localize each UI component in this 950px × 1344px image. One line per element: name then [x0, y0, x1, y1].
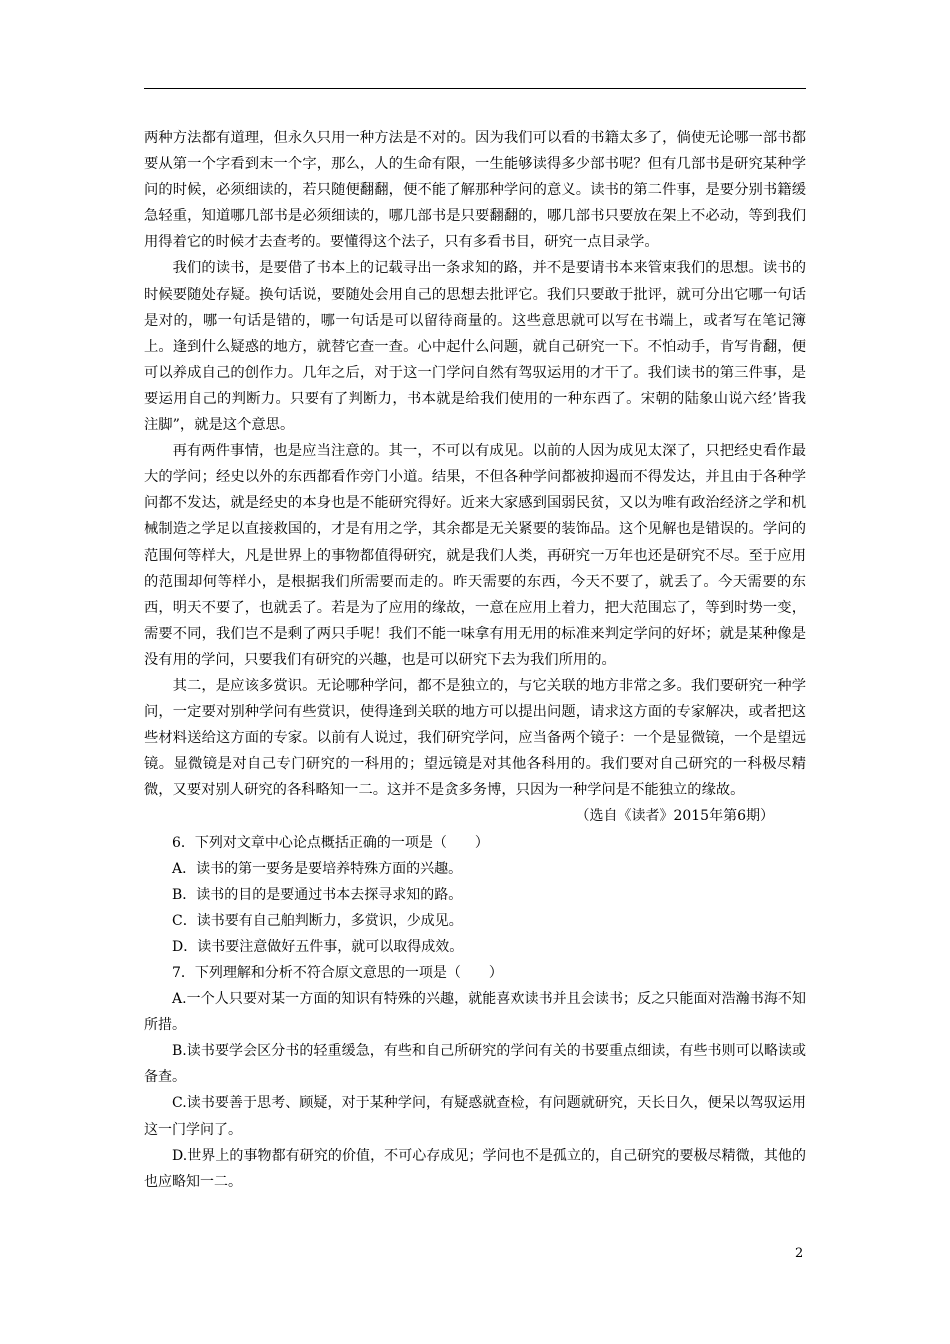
paragraph-4: 其二，是应该多赏识。无论哪种学问，都不是独立的，与它关联的地方非常之多。我们要研究一种学问，一定要对别种学问有些赏识，使得逢到关联的地方可以提出问题，请求这方面的专家解决，或者把这些材料送给这方面的专家。以前有人说过，我们研究学问，应当备两个镜子：一个是显微镜，一个是望远镜。显微镜是对自己专门研究的一科用的；望远镜是对其他各科用的。我们要对自己研究的一科极尽精微，又要对别人研究的各科略知一二。这并不是贪多务博，只因为一种学问是不能独立的缘故。	[144, 677, 806, 799]
question-6-option-d: D．读书要注意做好五件事，就可以取得成效。	[172, 938, 464, 955]
question-7-stem: 7．下列理解和分析不符合原文意思的一项是（ ）	[172, 965, 503, 981]
question-6-option-a: A．读书的第一要务是要培养特殊方面的兴趣。	[172, 860, 463, 877]
page-number: 2	[795, 1246, 804, 1261]
question-7-option-d: D.世界上的事物都有研究的价值，不可心存成见；学问也不是孤立的，自己研究的要极尽精微，其他的也应略知一二。	[144, 1147, 806, 1190]
question-7-option-b: B.读书要学会区分书的轻重缓急，有些和自己所研究的学问有关的书要重点细读，有些书则可以略读或备查。	[144, 1043, 806, 1086]
question-6-stem: 6．下列对文章中心论点概括正确的一项是（ ）	[172, 834, 489, 851]
question-6	[144, 830, 806, 960]
article-body	[144, 125, 806, 1195]
question-6-option-c: C．读书要有自己舶判断力，多赏识，少成见。	[172, 912, 463, 929]
question-7	[144, 960, 806, 1195]
question-7-option-c: C.读书要善于思考、顾疑，对于某种学问，有疑惑就查检，有问题就研究，天长日久，便呆以驾驭运用这一门学问了。	[144, 1095, 806, 1138]
header-rule	[144, 88, 806, 89]
paragraph-3: 再有两件事情，也是应当注意的。其一，不可以有成见。以前的人因为成见太深了，只把经史看作最大的学问；经史以外的东西都看作旁门小道。结果，不但各种学问都被抑遏而不得发达，并且由于各种学问都不发达，就是经史的本身也是不能研究得好。近来大家感到国弱民贫，又以为唯有政治经济之学和机械制造之学足以直接救国的，才是有用之学，其余都是无关紧要的装饰品。这个见解也是错误的。学问的范围何等样大，凡是世界上的事物都值得研究，就是我们人类，再研究一万年也还是研究不尽。至于应用的范围却何等样小，是根据我们所需要而走的。昨天需要的东西，今天不要了，就丢了。今天需要的东西，明天不要了，也就丢了。若是为了应用的缘故，一意在应用上着力，把大范围忘了，等到时势一变，需要不同，我们岂不是剩了两只手呢！我们不能一味拿有用无用的标准来判定学问的好坏；就是某种像是没有用的学问，只要我们有研究的兴趣，也是可以研究下去为我们所用的。	[144, 443, 806, 668]
paragraph-2: 我们的读书，是要借了书本上的记载寻出一条求知的路，并不是要请书本来管束我们的思想。读书的时候要随处存疑。换句话说，要随处会用自己的思想去批评它。我们只要敢于批评，就可分出它哪一句话是对的，哪一句话是错的，哪一句话是可以留待商量的。这些意思就可以写在书端上，或者写在笔记簿上。逢到什么疑惑的地方，就替它查一查。心中起什么问题，就自己研究一下。不怕动手，肯写肯翻，便可以养成自己的创作力。几年之后，对于这一门学问自然有驾驭运用的才干了。我们读书的第三件事，是要运用自己的判断力。只要有了判断力，书本就是给我们使用的一种东西了。宋朝的陆象山说六经’皆我注脚”，就是这个意思。	[144, 260, 806, 434]
question-6-option-b: B．读书的目的是要通过书本去探寻求知的路。	[172, 886, 463, 903]
paragraph-1: 两种方法都有道理，但永久只用一种方法是不对的。因为我们可以看的书籍太多了，倘使无论哪一部书都要从第一个字看到末一个字，那么，人的生命有限，一生能够读得多少部书呢？但有几部书是研究某种学问的时候，必须细读的，若只随便翻翻，便不能了解那种学问的意义。读书的第二件事，是要分别书籍缓急轻重，知道哪几部书是必须细读的，哪几部书是只要翻翻的，哪几部书只要放在架上不必动，等到我们用得着它的时候才去查考的。要懂得这个法子，只有多看书目，研究一点目录学。	[144, 130, 806, 251]
source-citation: （选自《读者》2015年第6期）	[575, 808, 774, 825]
question-7-option-a: A.一个人只要对某一方面的知识有特殊的兴趣，就能喜欢读书并且会读书；反之只能面对浩瀚书海不知所措。	[144, 991, 806, 1034]
